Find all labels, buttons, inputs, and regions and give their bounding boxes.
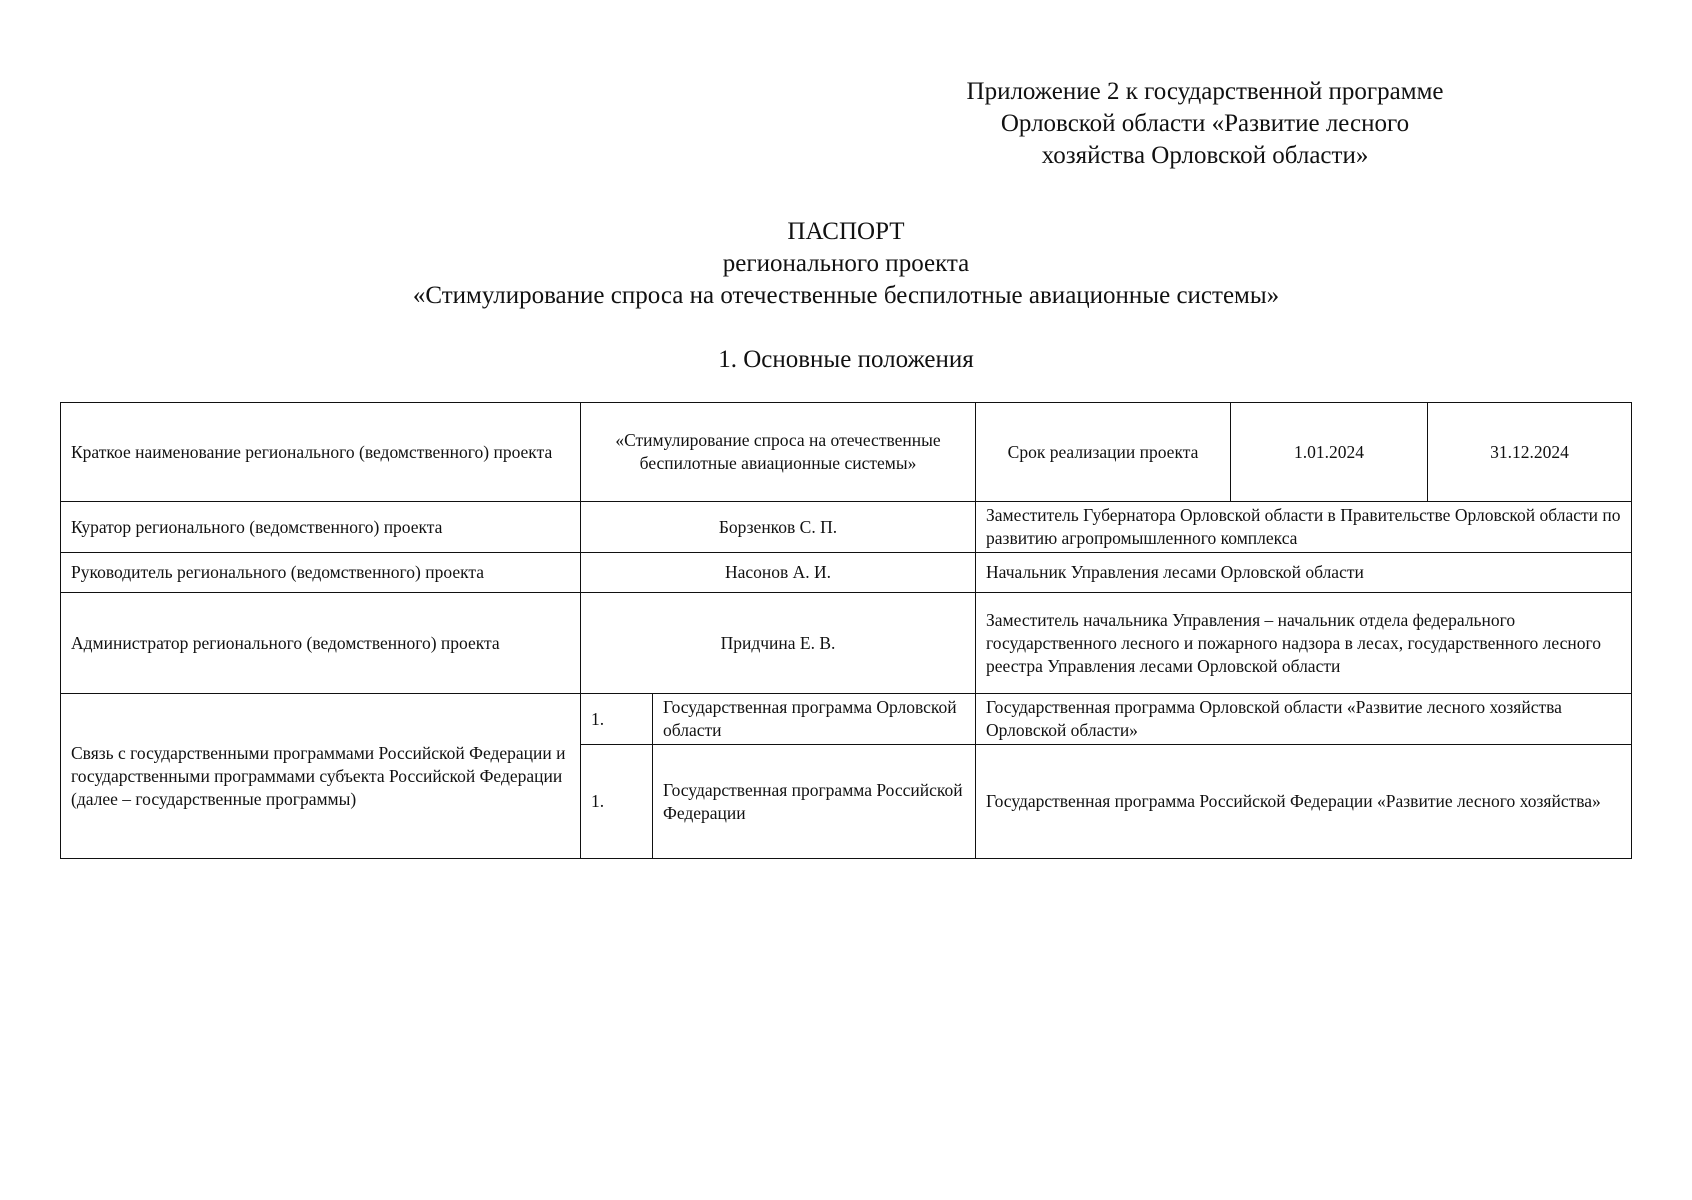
appendix-line-1: Приложение 2 к государственной программе <box>966 78 1444 105</box>
section-heading: 1. Основные положения <box>718 346 974 373</box>
appendix-line-3: хозяйства Орловской области» <box>1041 142 1369 169</box>
end-date: 31.12.2024 <box>1428 403 1632 502</box>
short-name-value: «Стимулирование спроса на отечественные беспилотные авиационные системы» <box>581 403 976 502</box>
table-row-program-1 <box>61 694 1632 745</box>
head-name: Насонов А. И. <box>581 553 976 593</box>
period-label: Срок реализации проекта <box>976 403 1231 502</box>
head-label: Руководитель регионального (ведомственного) проекта <box>61 553 581 593</box>
program-1-name: Государственная программа Орловской области «Развитие лесного хозяйства Орловской области» <box>976 694 1632 745</box>
admin-name: Придчина Е. В. <box>581 593 976 694</box>
passport-table <box>60 402 1632 859</box>
program-1-number: 1. <box>581 694 653 745</box>
title-project: «Стимулирование спроса на отечественные беспилотные авиационные системы» <box>412 282 1280 309</box>
program-2-number: 1. <box>581 745 653 859</box>
title-main: ПАСПОРТ <box>787 218 905 245</box>
curator-label: Куратор регионального (ведомственного) проекта <box>61 502 581 553</box>
admin-position: Заместитель начальника Управления – начальник отдела федерального государственного лесного и пожарного надзора в лесах, государственного лесного реестра Управления лесами Орловской области <box>976 593 1632 694</box>
appendix-note <box>955 76 1455 172</box>
title-sub: регионального проекта <box>722 250 970 277</box>
head-position: Начальник Управления лесами Орловской области <box>976 553 1632 593</box>
programs-label: Связь с государственными программами Российской Федерации и государственными программами субъекта Российской Федерации (далее – государственные программы) <box>61 694 581 859</box>
curator-position: Заместитель Губернатора Орловской области в Правительстве Орловской области по развитию агропромышленного комплекса <box>976 502 1632 553</box>
program-1-type: Государственная программа Орловской области <box>653 694 976 745</box>
table-row-admin <box>61 593 1632 694</box>
table-row-short-name <box>61 403 1632 502</box>
table-row-curator <box>61 502 1632 553</box>
table-row-head <box>61 553 1632 593</box>
start-date: 1.01.2024 <box>1231 403 1428 502</box>
program-2-type: Государственная программа Российской Федерации <box>653 745 976 859</box>
appendix-line-2: Орловской области «Развитие лесного <box>1000 110 1410 137</box>
admin-label: Администратор регионального (ведомственного) проекта <box>61 593 581 694</box>
curator-name: Борзенков С. П. <box>581 502 976 553</box>
document-title <box>0 216 1692 312</box>
short-name-label: Краткое наименование регионального (ведомственного) проекта <box>61 403 581 502</box>
program-2-name: Государственная программа Российской Федерации «Развитие лесного хозяйства» <box>976 745 1632 859</box>
